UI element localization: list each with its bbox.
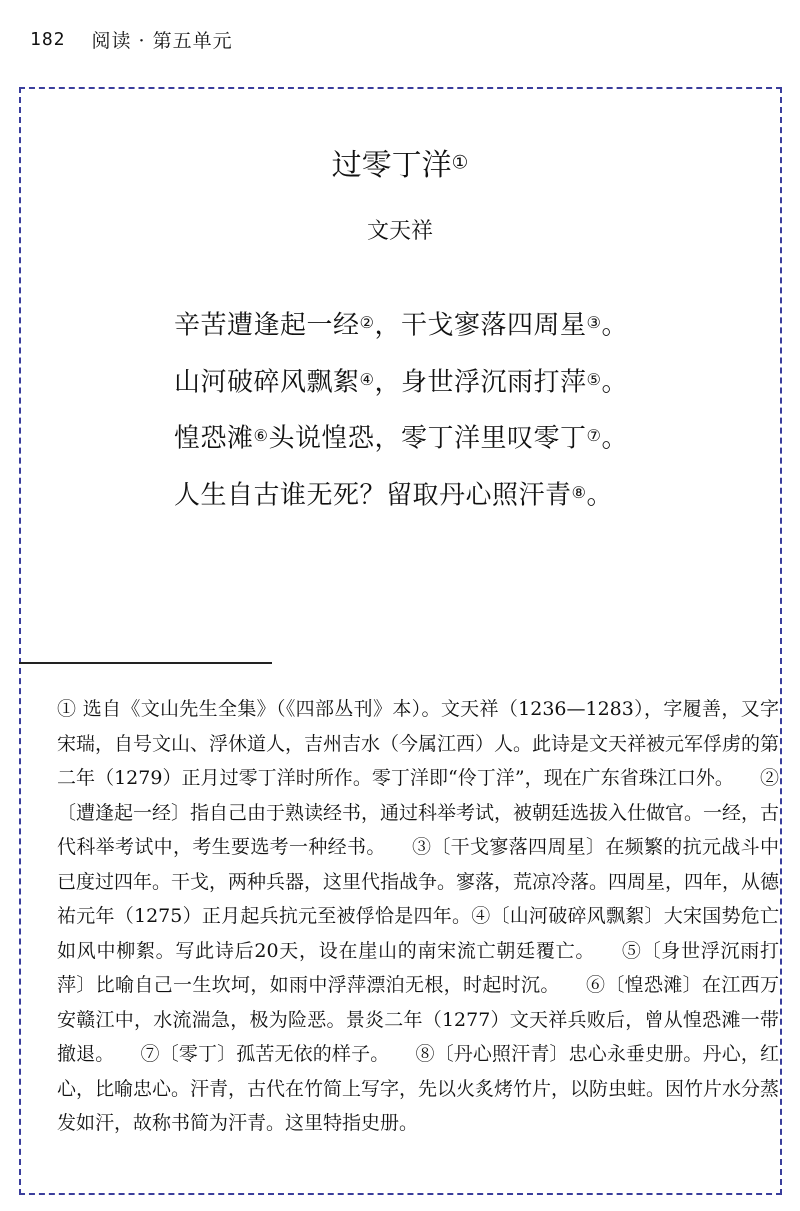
note-marker: ⑤: [586, 369, 602, 389]
poem-line-text: 山河破碎风飘絮: [174, 367, 360, 398]
poem-line-text: 。: [586, 480, 613, 511]
title-note-marker: ①: [451, 152, 469, 174]
footnote: ⑧〔丹心照汗青〕忠心永垂史册。丹心，红心，比喻忠心。汗青，古代在竹简上写字，先以火炙烤竹片，以防虫蛀。因竹片水分蒸发如汗，故称书简为汗青。这里特指史册。: [57, 1043, 780, 1134]
footnotes: [57, 692, 779, 1141]
poem-line: [174, 296, 628, 353]
footnote: ⑥〔惶恐滩〕在江西万安赣江中，水流湍急，极为险恶。景炎二年（1277）文天祥兵败后，曾从惶恐滩一带撤退。: [57, 974, 779, 1065]
poem-line-text: ，身世浮沉雨打萍: [374, 367, 587, 398]
footnote-divider: [19, 662, 272, 664]
note-marker: ④: [359, 369, 375, 389]
footnote: ⑦〔零丁〕孤苦无依的样子。: [140, 1043, 390, 1065]
note-marker: ⑦: [586, 426, 602, 446]
poem-line-end: 。: [601, 423, 628, 454]
poem-title: [0, 140, 800, 184]
page-number: 182: [30, 28, 66, 50]
poem-line-text: ，干戈寥落四周星: [374, 310, 587, 341]
note-marker: ②: [359, 313, 375, 332]
poem-author: 文天祥: [366, 219, 433, 244]
note-marker: ⑥: [253, 426, 269, 446]
note-marker: ⑧: [571, 482, 587, 502]
poem-line-end: 。: [601, 367, 628, 398]
note-marker: ③: [586, 313, 602, 332]
footnote: ① 选自《文山先生全集》（《四部丛刊》本）。文天祥（1236—1283），字履善，又字宋瑞，自号文山、浮休道人，吉州吉水（今属江西）人。此诗是文天祥被元军俘虏的第二年（1279）正月过零丁洋时所作。零丁洋即“伶丁洋”，现在广东省珠江口外。: [57, 698, 780, 789]
footnote: ③〔干戈寥落四周星〕在频繁的抗元战斗中已度过四年。干戈，两种兵器，这里代指战争。寥落，荒凉冷落。四周星，四年，从德祐元年（1275）正月起兵抗元至被俘恰是四年。: [57, 836, 780, 927]
poem-line-text: 辛苦遭逢起一经: [174, 310, 360, 341]
poem-line-end: 。: [601, 310, 628, 341]
poem-line-text: 人生自古谁无死？留取丹心照汗青: [174, 480, 572, 511]
section-title: 阅读 · 第五单元: [91, 29, 233, 52]
footnote: ⑤〔身世浮沉雨打萍〕比喻自己一生坎坷，如雨中浮萍漂泊无根，时起时沉。: [57, 939, 779, 996]
poem-line: [174, 466, 628, 523]
poem-line: [174, 353, 628, 410]
poem-title-text: 过零丁洋: [331, 148, 452, 183]
poem-body: [174, 296, 628, 523]
footnote: ④〔山河破碎风飘絮〕大宋国势危亡如风中柳絮。写此诗后20天，设在崖山的南宋流亡朝廷覆亡。: [57, 905, 779, 962]
poem-line-text: 惶恐滩: [174, 423, 254, 454]
page-header: [30, 24, 233, 54]
footnote: ②〔遭逢起一经〕指自己由于熟读经书，通过科举考试，被朝廷选拔入仕做官。一经，古代科举考试中，考生要选考一种经书。: [57, 767, 780, 858]
poem-line: [174, 409, 628, 466]
poem-line-text: 头说惶恐，零丁洋里叹零丁: [268, 423, 587, 454]
